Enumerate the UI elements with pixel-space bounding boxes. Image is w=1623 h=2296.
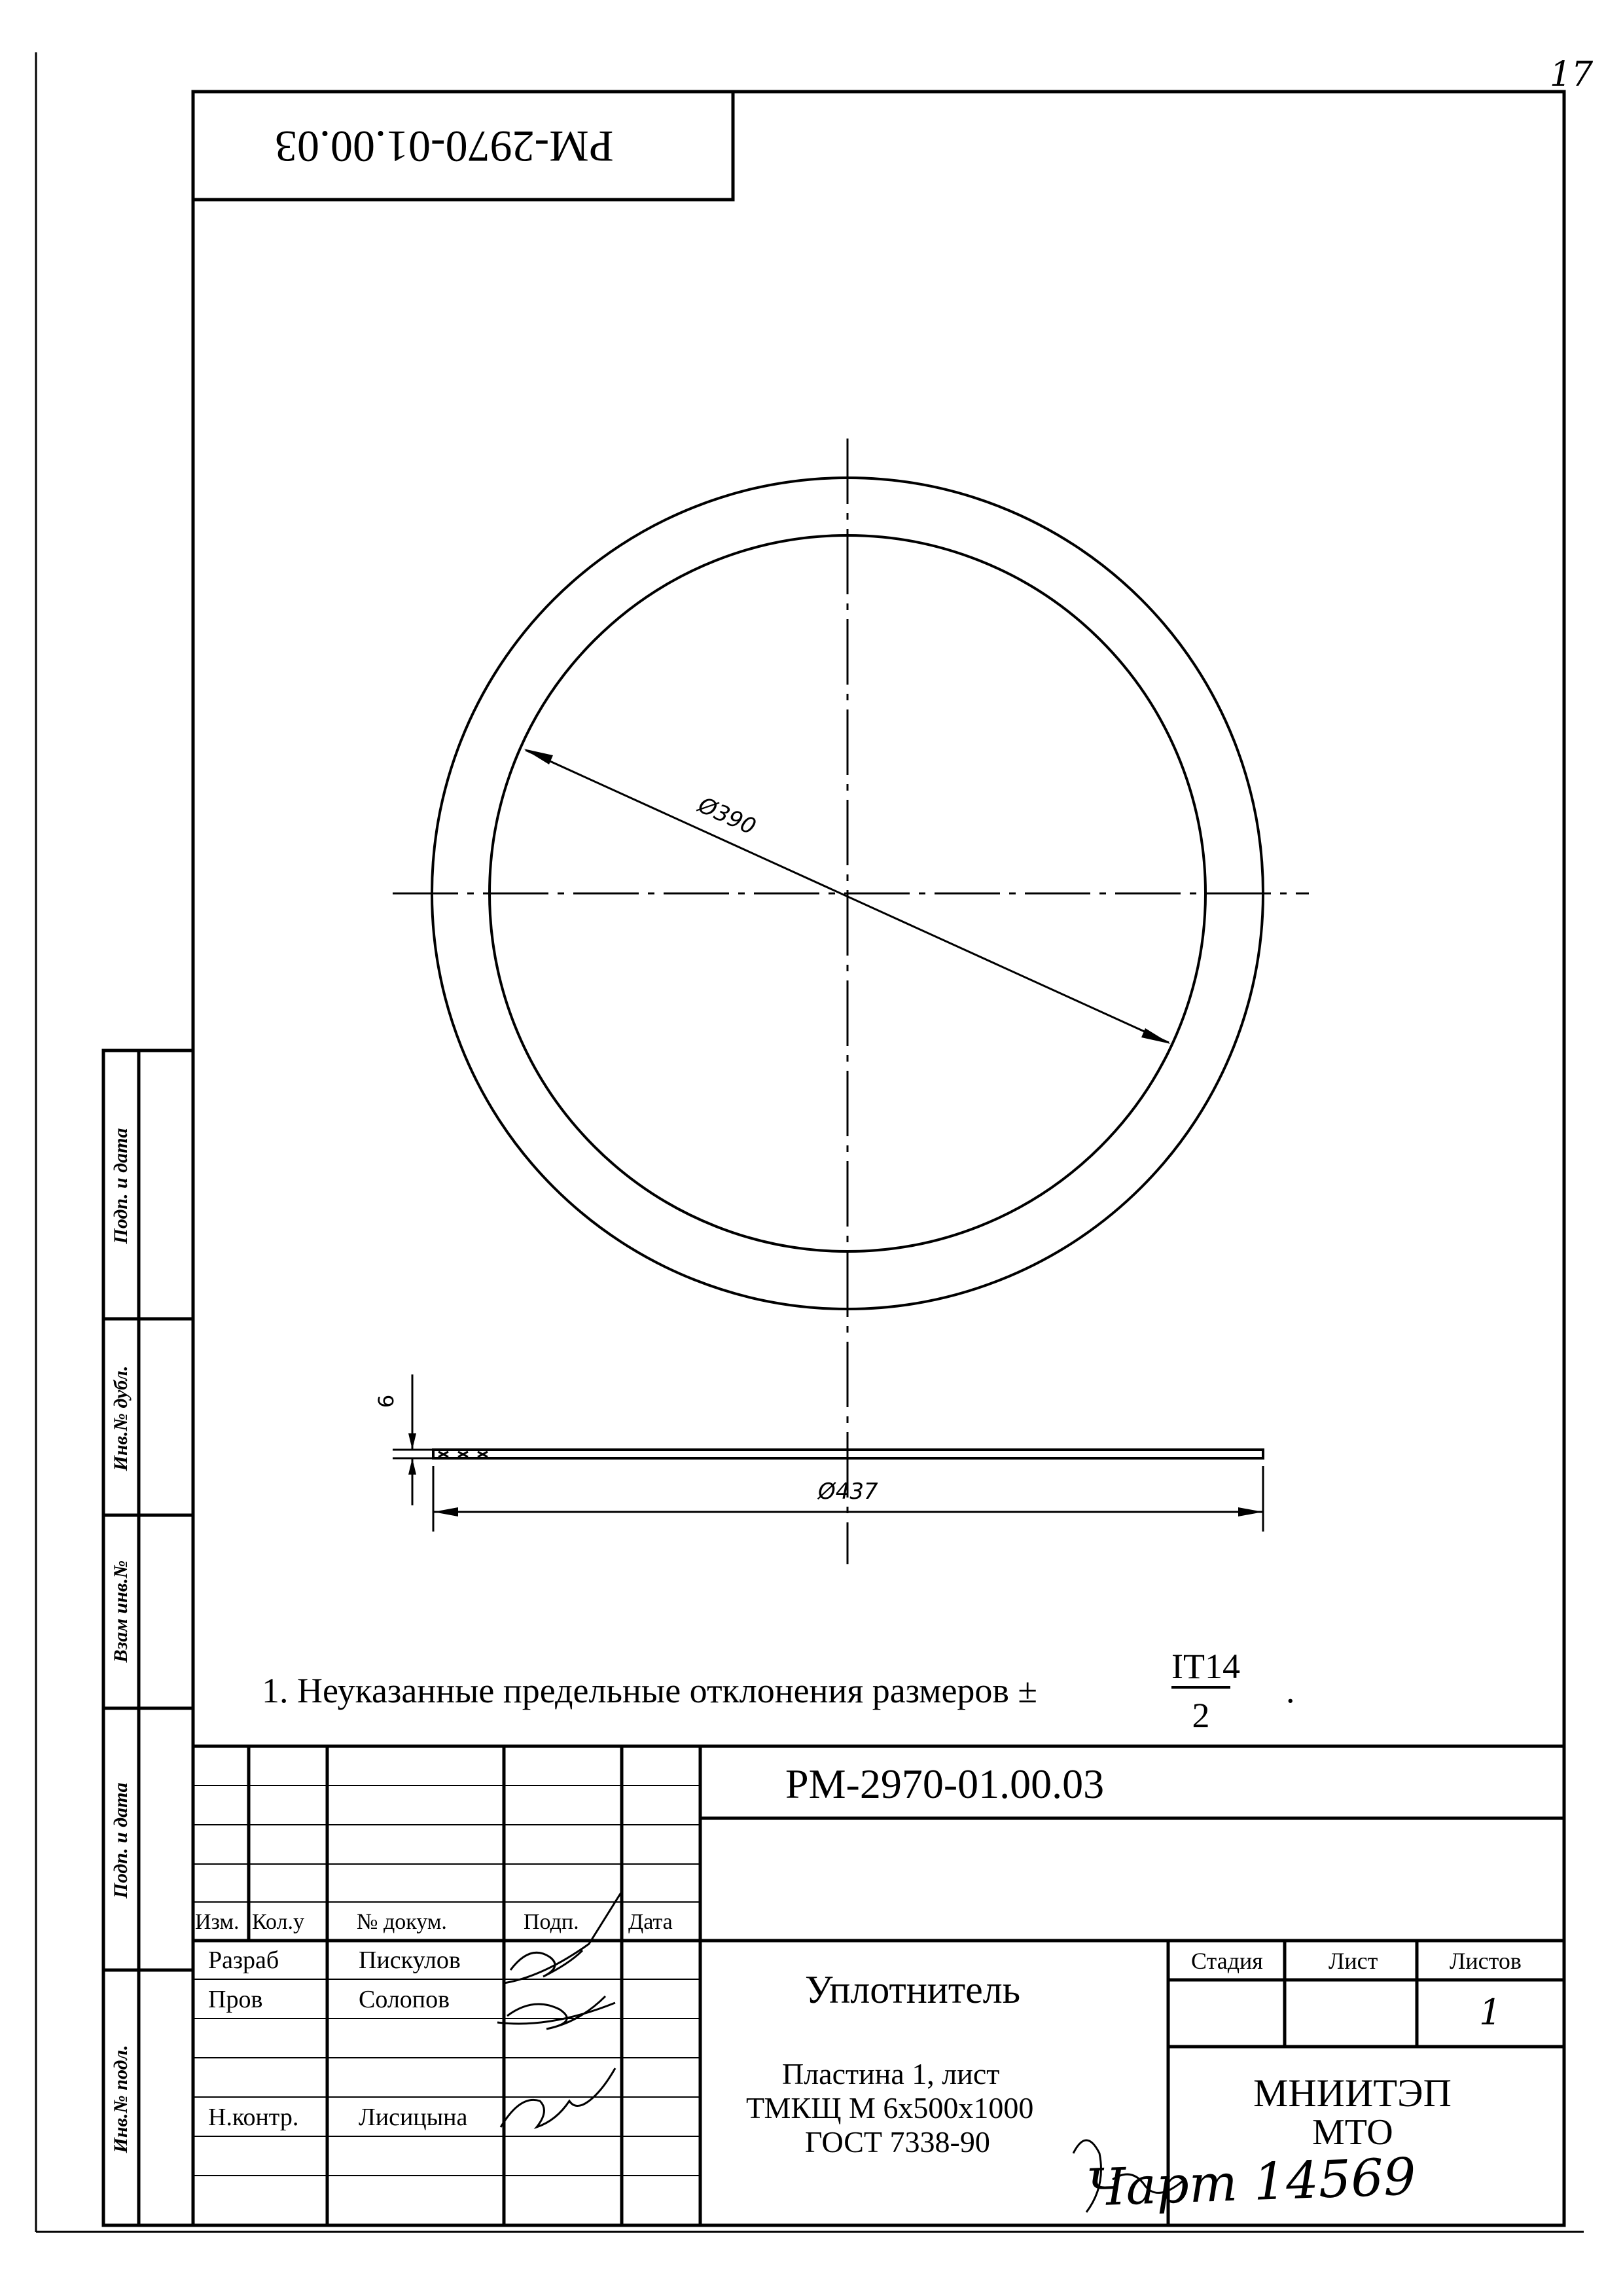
thickness-label: 6 [374, 1394, 399, 1408]
tolerance-note-end: . [1286, 1671, 1295, 1710]
title-block-designation: РМ-2970-01.00.03 [785, 1761, 1105, 1807]
handwritten-archive-note: Чарт 14569 [1085, 2147, 1418, 2218]
outer-trim [36, 52, 1584, 2232]
side-label-inv-dubl: Инв.№ дубл. [110, 1365, 132, 1471]
header-podp: Подп. [524, 1910, 579, 1934]
role-nkontr: Н.контр. [208, 2104, 299, 2131]
tolerance-denominator: 2 [1192, 1696, 1210, 1735]
sheet-number: 17 [1550, 55, 1594, 94]
outer-diameter-label: Ø437 [818, 1479, 878, 1505]
side-label-vzam-inv: Взам инв.№ [110, 1560, 132, 1663]
part-name: Уплотнитель [805, 1968, 1021, 2011]
stage-label: Стадия [1191, 1948, 1263, 1974]
material-line-3: ГОСТ 7338-90 [805, 2125, 990, 2159]
header-data: Дата [628, 1910, 673, 1934]
organization-line-1: МНИИТЭП [1253, 2072, 1452, 2115]
inner-diameter-label: Ø390 [694, 792, 760, 840]
tolerance-note: 1. Неуказанные предельные отклонения размеров ± [262, 1671, 1038, 1710]
tolerance-numerator: IT14 [1171, 1647, 1240, 1686]
plate-side-view [393, 1374, 1263, 1532]
side-label-podp-data-2: Подп. и дата [110, 1782, 132, 1899]
main-frame [193, 92, 1564, 2225]
header-dokum: № докум. [357, 1910, 447, 1934]
material-line-2: ТМКЩ М 6х500х1000 [746, 2091, 1034, 2125]
name-prov: Солопов [359, 1986, 450, 2013]
sheet-label: Лист [1329, 1948, 1378, 1974]
organization-line-2: МТО [1312, 2112, 1393, 2153]
sheets-label: Листов [1450, 1948, 1522, 1974]
center-lines [393, 439, 1309, 1564]
name-razrab: Пискулов [359, 1946, 461, 1974]
material-line-1: Пластина 1, лист [782, 2057, 1000, 2090]
role-razrab: Разраб [208, 1946, 279, 1974]
header-izm: Изм. [195, 1910, 240, 1934]
role-prov: Пров [208, 1986, 263, 2013]
name-nkontr: Лисицына [359, 2104, 468, 2131]
side-label-podp-data-1: Подп. и дата [110, 1128, 132, 1244]
top-stamp-designation: РМ-2970-01.00.03 [275, 122, 614, 171]
sheets-value: 1 [1479, 1992, 1502, 2033]
side-label-inv-podl: Инв.№ подл. [110, 2045, 132, 2153]
header-kol: Кол.у [252, 1910, 305, 1934]
